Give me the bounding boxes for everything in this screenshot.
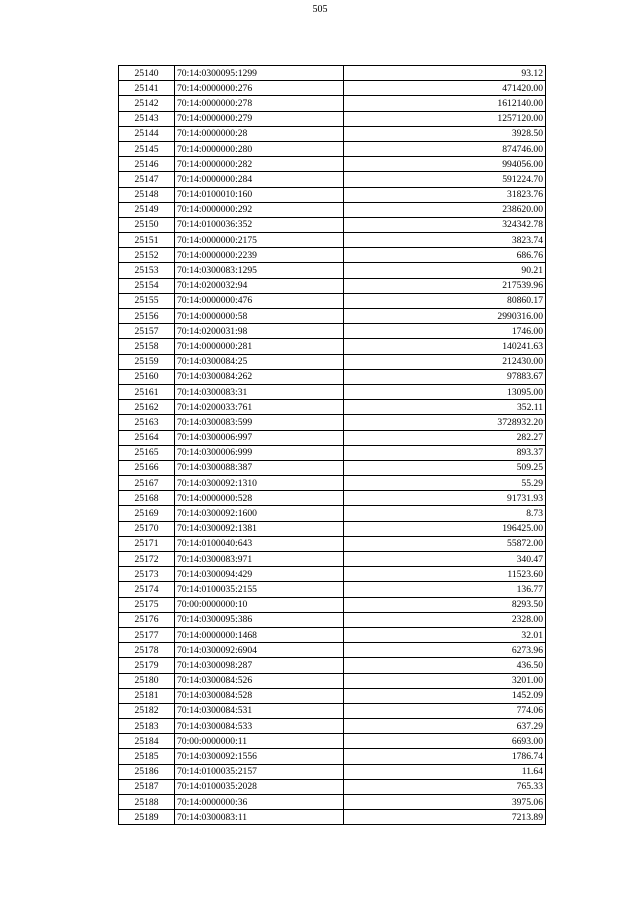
table-row — [119, 612, 546, 627]
table-row — [119, 749, 546, 764]
table-row — [119, 384, 546, 399]
value-cell: 7213.89 — [344, 810, 546, 825]
cadastral-number-cell: 70:14:0000000:292 — [175, 202, 344, 217]
table-row — [119, 430, 546, 445]
value-cell: 6693.00 — [344, 734, 546, 749]
row-number-cell: 25177 — [119, 627, 175, 642]
row-number-cell: 25170 — [119, 521, 175, 536]
row-number-cell: 25155 — [119, 293, 175, 308]
value-cell: 238620.00 — [344, 202, 546, 217]
table-row — [119, 400, 546, 415]
cadastral-number-cell: 70:14:0300084:528 — [175, 688, 344, 703]
cadastral-number-cell: 70:14:0300083:971 — [175, 552, 344, 567]
table-row — [119, 309, 546, 324]
cadastral-number-cell: 70:14:0200033:761 — [175, 400, 344, 415]
cadastral-number-cell: 70:14:0100036:352 — [175, 217, 344, 232]
cadastral-number-cell: 70:14:0000000:278 — [175, 96, 344, 111]
row-number-cell: 25158 — [119, 339, 175, 354]
value-cell: 8.73 — [344, 506, 546, 521]
value-cell: 3823.74 — [344, 233, 546, 248]
cadastral-number-cell: 70:14:0000000:1468 — [175, 627, 344, 642]
row-number-cell: 25141 — [119, 81, 175, 96]
cadastral-number-cell: 70:14:0300092:1556 — [175, 749, 344, 764]
value-cell: 686.76 — [344, 248, 546, 263]
table-row — [119, 506, 546, 521]
row-number-cell: 25181 — [119, 688, 175, 703]
table-row — [119, 293, 546, 308]
cadastral-number-cell: 70:14:0300083:31 — [175, 384, 344, 399]
cadastral-number-cell: 70:14:0300084:262 — [175, 369, 344, 384]
value-cell: 136.77 — [344, 582, 546, 597]
row-number-cell: 25150 — [119, 217, 175, 232]
cadastral-number-cell: 70:14:0000000:476 — [175, 293, 344, 308]
value-cell: 3928.50 — [344, 126, 546, 141]
table-row — [119, 673, 546, 688]
value-cell: 637.29 — [344, 719, 546, 734]
cadastral-number-cell: 70:14:0300006:999 — [175, 445, 344, 460]
cadastral-number-cell: 70:14:0200031:98 — [175, 324, 344, 339]
row-number-cell: 25147 — [119, 172, 175, 187]
table-body — [119, 66, 546, 825]
cadastral-number-cell: 70:14:0100035:2157 — [175, 764, 344, 779]
value-cell: 140241.63 — [344, 339, 546, 354]
row-number-cell: 25178 — [119, 643, 175, 658]
cadastral-number-cell: 70:14:0000000:281 — [175, 339, 344, 354]
row-number-cell: 25185 — [119, 749, 175, 764]
table-row — [119, 764, 546, 779]
table-row — [119, 126, 546, 141]
cadastral-number-cell: 70:14:0000000:282 — [175, 157, 344, 172]
row-number-cell: 25186 — [119, 764, 175, 779]
cadastral-number-cell: 70:14:0100010:160 — [175, 187, 344, 202]
cadastral-number-cell: 70:14:0300084:531 — [175, 703, 344, 718]
value-cell: 3975.06 — [344, 795, 546, 810]
value-cell: 11.64 — [344, 764, 546, 779]
value-cell: 2990316.00 — [344, 309, 546, 324]
row-number-cell: 25172 — [119, 552, 175, 567]
row-number-cell: 25162 — [119, 400, 175, 415]
cadastral-number-cell: 70:14:0300098:287 — [175, 658, 344, 673]
value-cell: 893.37 — [344, 445, 546, 460]
table-row — [119, 460, 546, 475]
row-number-cell: 25144 — [119, 126, 175, 141]
row-number-cell: 25143 — [119, 111, 175, 126]
row-number-cell: 25159 — [119, 354, 175, 369]
value-cell: 324342.78 — [344, 217, 546, 232]
row-number-cell: 25183 — [119, 719, 175, 734]
row-number-cell: 25182 — [119, 703, 175, 718]
row-number-cell: 25171 — [119, 536, 175, 551]
value-cell: 196425.00 — [344, 521, 546, 536]
row-number-cell: 25176 — [119, 612, 175, 627]
cadastral-number-cell: 70:14:0000000:284 — [175, 172, 344, 187]
row-number-cell: 25184 — [119, 734, 175, 749]
cadastral-number-cell: 70:14:0300094:429 — [175, 567, 344, 582]
cadastral-number-cell: 70:14:0300084:533 — [175, 719, 344, 734]
cadastral-number-cell: 70:14:0100035:2028 — [175, 779, 344, 794]
cadastral-number-cell: 70:14:0300006:997 — [175, 430, 344, 445]
cadastral-number-cell: 70:14:0100035:2155 — [175, 582, 344, 597]
value-cell: 282.27 — [344, 430, 546, 445]
row-number-cell: 25153 — [119, 263, 175, 278]
cadastral-number-cell: 70:14:0000000:36 — [175, 795, 344, 810]
table-row — [119, 445, 546, 460]
table-row — [119, 582, 546, 597]
row-number-cell: 25161 — [119, 384, 175, 399]
cadastral-number-cell: 70:14:0300084:526 — [175, 673, 344, 688]
value-cell: 55.29 — [344, 476, 546, 491]
row-number-cell: 25165 — [119, 445, 175, 460]
value-cell: 1786.74 — [344, 749, 546, 764]
value-cell: 13095.00 — [344, 384, 546, 399]
row-number-cell: 25151 — [119, 233, 175, 248]
table-row — [119, 141, 546, 156]
table-row — [119, 567, 546, 582]
value-cell: 80860.17 — [344, 293, 546, 308]
value-cell: 765.33 — [344, 779, 546, 794]
table-row — [119, 703, 546, 718]
table-row — [119, 339, 546, 354]
row-number-cell: 25152 — [119, 248, 175, 263]
table-row — [119, 324, 546, 339]
table-row — [119, 263, 546, 278]
cadastral-number-cell: 70:14:0000000:279 — [175, 111, 344, 126]
row-number-cell: 25148 — [119, 187, 175, 202]
table-row — [119, 795, 546, 810]
table-row — [119, 66, 546, 81]
cadastral-number-cell: 70:14:0300084:25 — [175, 354, 344, 369]
cadastral-number-cell: 70:14:0200032:94 — [175, 278, 344, 293]
row-number-cell: 25173 — [119, 567, 175, 582]
table-row — [119, 172, 546, 187]
row-number-cell: 25188 — [119, 795, 175, 810]
value-cell: 6273.96 — [344, 643, 546, 658]
value-cell: 1612140.00 — [344, 96, 546, 111]
value-cell: 31823.76 — [344, 187, 546, 202]
value-cell: 3201.00 — [344, 673, 546, 688]
table-row — [119, 810, 546, 825]
cadastral-number-cell: 70:14:0300083:599 — [175, 415, 344, 430]
cadastral-number-cell: 70:14:0000000:528 — [175, 491, 344, 506]
row-number-cell: 25167 — [119, 476, 175, 491]
table-row — [119, 217, 546, 232]
page-number: 505 — [312, 4, 328, 15]
value-cell: 93.12 — [344, 66, 546, 81]
table-row — [119, 476, 546, 491]
row-number-cell: 25145 — [119, 141, 175, 156]
data-table — [118, 65, 546, 825]
value-cell: 874746.00 — [344, 141, 546, 156]
table-row — [119, 627, 546, 642]
row-number-cell: 25164 — [119, 430, 175, 445]
value-cell: 91731.93 — [344, 491, 546, 506]
value-cell: 2328.00 — [344, 612, 546, 627]
cadastral-number-cell: 70:00:0000000:10 — [175, 597, 344, 612]
table-row — [119, 354, 546, 369]
value-cell: 774.06 — [344, 703, 546, 718]
cadastral-number-cell: 70:14:0300092:1310 — [175, 476, 344, 491]
row-number-cell: 25174 — [119, 582, 175, 597]
cadastral-number-cell: 70:14:0300092:1381 — [175, 521, 344, 536]
table-row — [119, 597, 546, 612]
value-cell: 90.21 — [344, 263, 546, 278]
row-number-cell: 25140 — [119, 66, 175, 81]
cadastral-number-cell: 70:00:0000000:11 — [175, 734, 344, 749]
value-cell: 1257120.00 — [344, 111, 546, 126]
cadastral-number-cell: 70:14:0000000:28 — [175, 126, 344, 141]
value-cell: 340.47 — [344, 552, 546, 567]
cadastral-number-cell: 70:14:0300088:387 — [175, 460, 344, 475]
row-number-cell: 25149 — [119, 202, 175, 217]
table-row — [119, 187, 546, 202]
table-row — [119, 96, 546, 111]
table-row — [119, 552, 546, 567]
value-cell: 11523.60 — [344, 567, 546, 582]
cadastral-number-cell: 70:14:0100040:643 — [175, 536, 344, 551]
row-number-cell: 25163 — [119, 415, 175, 430]
table-row — [119, 491, 546, 506]
value-cell: 436.50 — [344, 658, 546, 673]
table-row — [119, 536, 546, 551]
value-cell: 509.25 — [344, 460, 546, 475]
row-number-cell: 25168 — [119, 491, 175, 506]
row-number-cell: 25179 — [119, 658, 175, 673]
value-cell: 55872.00 — [344, 536, 546, 551]
table-row — [119, 248, 546, 263]
row-number-cell: 25175 — [119, 597, 175, 612]
cadastral-number-cell: 70:14:0300083:11 — [175, 810, 344, 825]
value-cell: 212430.00 — [344, 354, 546, 369]
value-cell: 1452.09 — [344, 688, 546, 703]
value-cell: 1746.00 — [344, 324, 546, 339]
cadastral-number-cell: 70:14:0300092:1600 — [175, 506, 344, 521]
value-cell: 8293.50 — [344, 597, 546, 612]
row-number-cell: 25189 — [119, 810, 175, 825]
table-row — [119, 658, 546, 673]
table-row — [119, 81, 546, 96]
cadastral-number-cell: 70:14:0000000:58 — [175, 309, 344, 324]
cadastral-number-cell: 70:14:0300095:386 — [175, 612, 344, 627]
value-cell: 591224.70 — [344, 172, 546, 187]
table-row — [119, 521, 546, 536]
row-number-cell: 25146 — [119, 157, 175, 172]
table-row — [119, 278, 546, 293]
row-number-cell: 25142 — [119, 96, 175, 111]
value-cell: 217539.96 — [344, 278, 546, 293]
row-number-cell: 25169 — [119, 506, 175, 521]
row-number-cell: 25156 — [119, 309, 175, 324]
cadastral-number-cell: 70:14:0000000:2175 — [175, 233, 344, 248]
value-cell: 471420.00 — [344, 81, 546, 96]
table-row — [119, 688, 546, 703]
table-row — [119, 202, 546, 217]
table-row — [119, 719, 546, 734]
row-number-cell: 25187 — [119, 779, 175, 794]
cadastral-number-cell: 70:14:0300095:1299 — [175, 66, 344, 81]
table-row — [119, 415, 546, 430]
value-cell: 994056.00 — [344, 157, 546, 172]
cadastral-number-cell: 70:14:0300083:1295 — [175, 263, 344, 278]
row-number-cell: 25157 — [119, 324, 175, 339]
row-number-cell: 25160 — [119, 369, 175, 384]
value-cell: 3728932.20 — [344, 415, 546, 430]
row-number-cell: 25166 — [119, 460, 175, 475]
table-row — [119, 643, 546, 658]
table-row — [119, 779, 546, 794]
table-row — [119, 233, 546, 248]
cadastral-number-cell: 70:14:0000000:276 — [175, 81, 344, 96]
table-row — [119, 734, 546, 749]
value-cell: 32.01 — [344, 627, 546, 642]
table-row — [119, 369, 546, 384]
cadastral-number-cell: 70:14:0000000:280 — [175, 141, 344, 156]
table-row — [119, 157, 546, 172]
cadastral-number-cell: 70:14:0000000:2239 — [175, 248, 344, 263]
value-cell: 97883.67 — [344, 369, 546, 384]
cadastral-number-cell: 70:14:0300092:6904 — [175, 643, 344, 658]
row-number-cell: 25180 — [119, 673, 175, 688]
row-number-cell: 25154 — [119, 278, 175, 293]
value-cell: 352.11 — [344, 400, 546, 415]
table-row — [119, 111, 546, 126]
